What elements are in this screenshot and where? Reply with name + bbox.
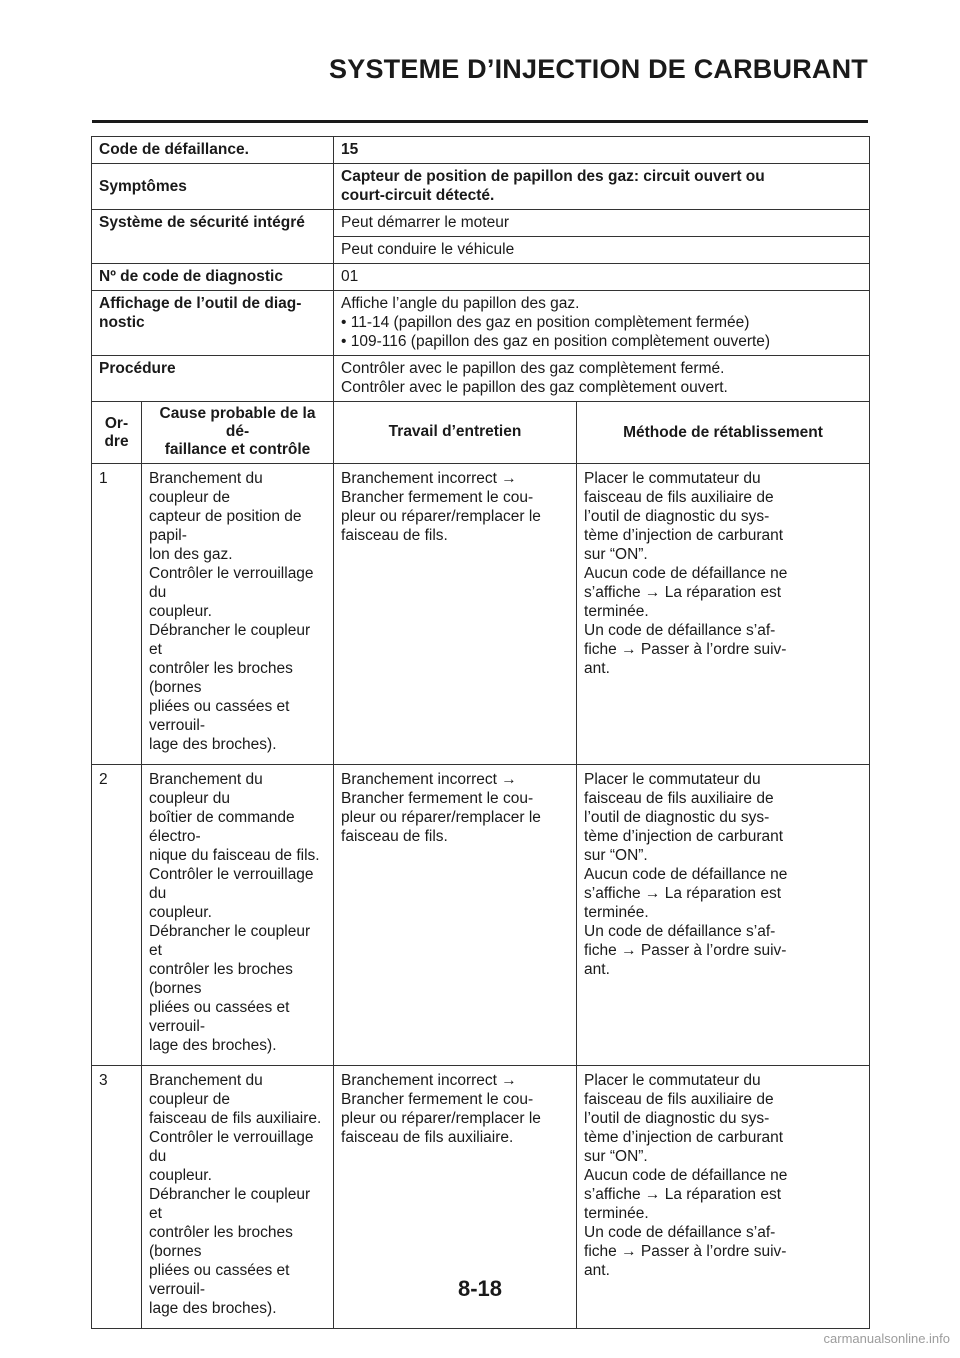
cause-line: Branchement du coupleur de [149,470,263,506]
step-method [577,765,870,1066]
step-method [577,464,870,765]
tool-display-label-line: nostic [99,314,145,331]
method-line: Placer le commutateur du [584,470,761,487]
cause-line: Contrôler le verrouillage du [149,1129,314,1165]
col-header-order [92,402,142,464]
step-cause [142,464,334,765]
method-line: Aucun code de défaillance ne [584,866,788,883]
page-header-title: SYSTEME D’INJECTION DE CARBURANT [329,54,868,84]
col-header-cause [142,402,334,464]
col-header-order-line: Or- [104,414,129,432]
table-row [92,464,870,765]
row-procedure [92,356,870,402]
tool-display-line: • 109-116 (papillon des gaz en position complètement ouverte) [341,333,771,350]
cause-line: pliées ou cassées et verrouil- [149,1262,290,1298]
work-line: pleur ou réparer/remplacer le [341,1110,541,1127]
method-line: Aucun code de défaillance ne [584,1167,788,1184]
col-header-order-line: dre [104,432,129,450]
cause-line: Contrôler le verrouillage du [149,866,314,902]
fault-code-value: 15 [334,137,870,164]
method-line: fiche → Passer à l’ordre suiv- [584,942,787,959]
method-line: l’outil de diagnostic du sys- [584,809,770,826]
procedure-line: Contrôler avec le papillon des gaz complètement fermé. [341,360,725,377]
symptoms-value [334,164,870,210]
method-line: terminée. [584,1205,649,1222]
cause-line: contrôler les broches (bornes [149,961,293,997]
step-cause [142,765,334,1066]
method-line: ant. [584,961,610,978]
cause-line: lage des broches). [149,736,277,753]
cause-line: Débrancher le coupleur et [149,622,311,658]
work-line: faisceau de fils. [341,828,448,845]
tool-display-line: • 11-14 (papillon des gaz en position complètement fermée) [341,314,750,331]
method-line: s’affiche → La réparation est [584,1186,782,1203]
method-line: l’outil de diagnostic du sys- [584,508,770,525]
safety-system-label: Système de sécurité intégré [92,210,334,237]
cause-line: nique du faisceau de fils. [149,847,320,864]
cause-line: Branchement du coupleur du [149,771,263,807]
cause-line: coupleur. [149,1167,212,1184]
row-fault-code [92,137,870,164]
step-work [334,765,577,1066]
row-diag-code [92,264,870,291]
tool-display-label [92,291,334,356]
row-tool-display [92,291,870,356]
method-line: faisceau de fils auxiliaire de [584,1091,774,1108]
method-line: terminée. [584,603,649,620]
cause-line: contrôler les broches (bornes [149,660,293,696]
cause-line: Débrancher le coupleur et [149,1186,311,1222]
watermark-text: carmanualsonline.info [823,1331,950,1346]
procedure-label: Procédure [92,356,334,402]
work-line: Brancher fermement le cou- [341,489,534,506]
cause-line: coupleur. [149,603,212,620]
col-header-cause-line: faillance et contrôle [164,441,311,458]
col-header-cause-line: Cause probable de la dé- [159,405,316,440]
method-line: Un code de défaillance s’af- [584,1224,776,1241]
work-line: Brancher fermement le cou- [341,1091,534,1108]
header-divider [92,120,868,123]
fault-code-label: Code de défaillance. [92,137,334,164]
cause-line: pliées ou cassées et verrouil- [149,999,290,1035]
method-line: sur “ON”. [584,1148,648,1165]
symptoms-line: Capteur de position de papillon des gaz: circuit ouvert ou [341,168,765,185]
cause-line: faisceau de fils auxiliaire. [149,1110,322,1127]
row-symptoms [92,164,870,210]
cause-line: Contrôler le verrouillage du [149,565,314,601]
tool-display-label-line: Affichage de l’outil de diag- [99,295,302,312]
work-line: Branchement incorrect → [341,1072,517,1089]
method-line: terminée. [584,904,649,921]
method-line: Un code de défaillance s’af- [584,622,776,639]
safety-value: Peut démarrer le moteur [334,210,870,237]
method-line: sur “ON”. [584,847,648,864]
method-line: l’outil de diagnostic du sys- [584,1110,770,1127]
tool-display-line: Affiche l’angle du papillon des gaz. [341,295,580,312]
work-line: pleur ou réparer/remplacer le [341,809,541,826]
diagnostic-table [91,136,870,1329]
work-line: pleur ou réparer/remplacer le [341,508,541,525]
method-line: faisceau de fils auxiliaire de [584,489,774,506]
cause-line: lage des broches). [149,1300,277,1317]
col-header-method: Méthode de rétablissement [577,402,870,464]
method-line: sur “ON”. [584,546,648,563]
diag-code-label: Nº de code de diagnostic [92,264,334,291]
method-line: fiche → Passer à l’ordre suiv- [584,1243,787,1260]
cause-line: capteur de position de papil- [149,508,302,544]
safety-system-label-continued [92,237,334,264]
method-line: s’affiche → La réparation est [584,885,782,902]
procedure-value [334,356,870,402]
work-line: faisceau de fils. [341,527,448,544]
diag-code-value: 01 [334,264,870,291]
cause-line: boîtier de commande électro- [149,809,295,845]
cause-line: Débrancher le coupleur et [149,923,311,959]
method-line: ant. [584,1262,610,1279]
table-row [92,765,870,1066]
row-safety-1 [92,210,870,237]
work-line: faisceau de fils auxiliaire. [341,1129,514,1146]
method-line: Placer le commutateur du [584,1072,761,1089]
cause-line: contrôler les broches (bornes [149,1224,293,1260]
step-work [334,464,577,765]
step-order: 1 [92,464,142,765]
method-line: Aucun code de défaillance ne [584,565,788,582]
cause-line: pliées ou cassées et verrouil- [149,698,290,734]
cause-line: lon des gaz. [149,546,233,563]
step-order: 3 [92,1066,142,1329]
col-header-work: Travail d’entretien [334,402,577,464]
cause-line: lage des broches). [149,1037,277,1054]
method-line: ant. [584,660,610,677]
cause-line: Branchement du coupleur de [149,1072,263,1108]
symptoms-line: court-circuit détecté. [341,187,495,204]
tool-display-value [334,291,870,356]
method-line: tème d’injection de carburant [584,1129,784,1146]
work-line: Brancher fermement le cou- [341,790,534,807]
method-line: tème d’injection de carburant [584,527,784,544]
page-number: 8-18 [457,1276,503,1301]
method-line: tème d’injection de carburant [584,828,784,845]
method-line: fiche → Passer à l’ordre suiv- [584,641,787,658]
step-order: 2 [92,765,142,1066]
method-line: Placer le commutateur du [584,771,761,788]
column-header-row [92,402,870,464]
cause-line: coupleur. [149,904,212,921]
work-line: Branchement incorrect → [341,470,517,487]
safety-value: Peut conduire le véhicule [334,237,870,264]
work-line: Branchement incorrect → [341,771,517,788]
method-line: s’affiche → La réparation est [584,584,782,601]
procedure-line: Contrôler avec le papillon des gaz complètement ouvert. [341,379,728,396]
row-safety-2 [92,237,870,264]
symptoms-label: Symptômes [92,164,334,210]
method-line: Un code de défaillance s’af- [584,923,776,940]
method-line: faisceau de fils auxiliaire de [584,790,774,807]
